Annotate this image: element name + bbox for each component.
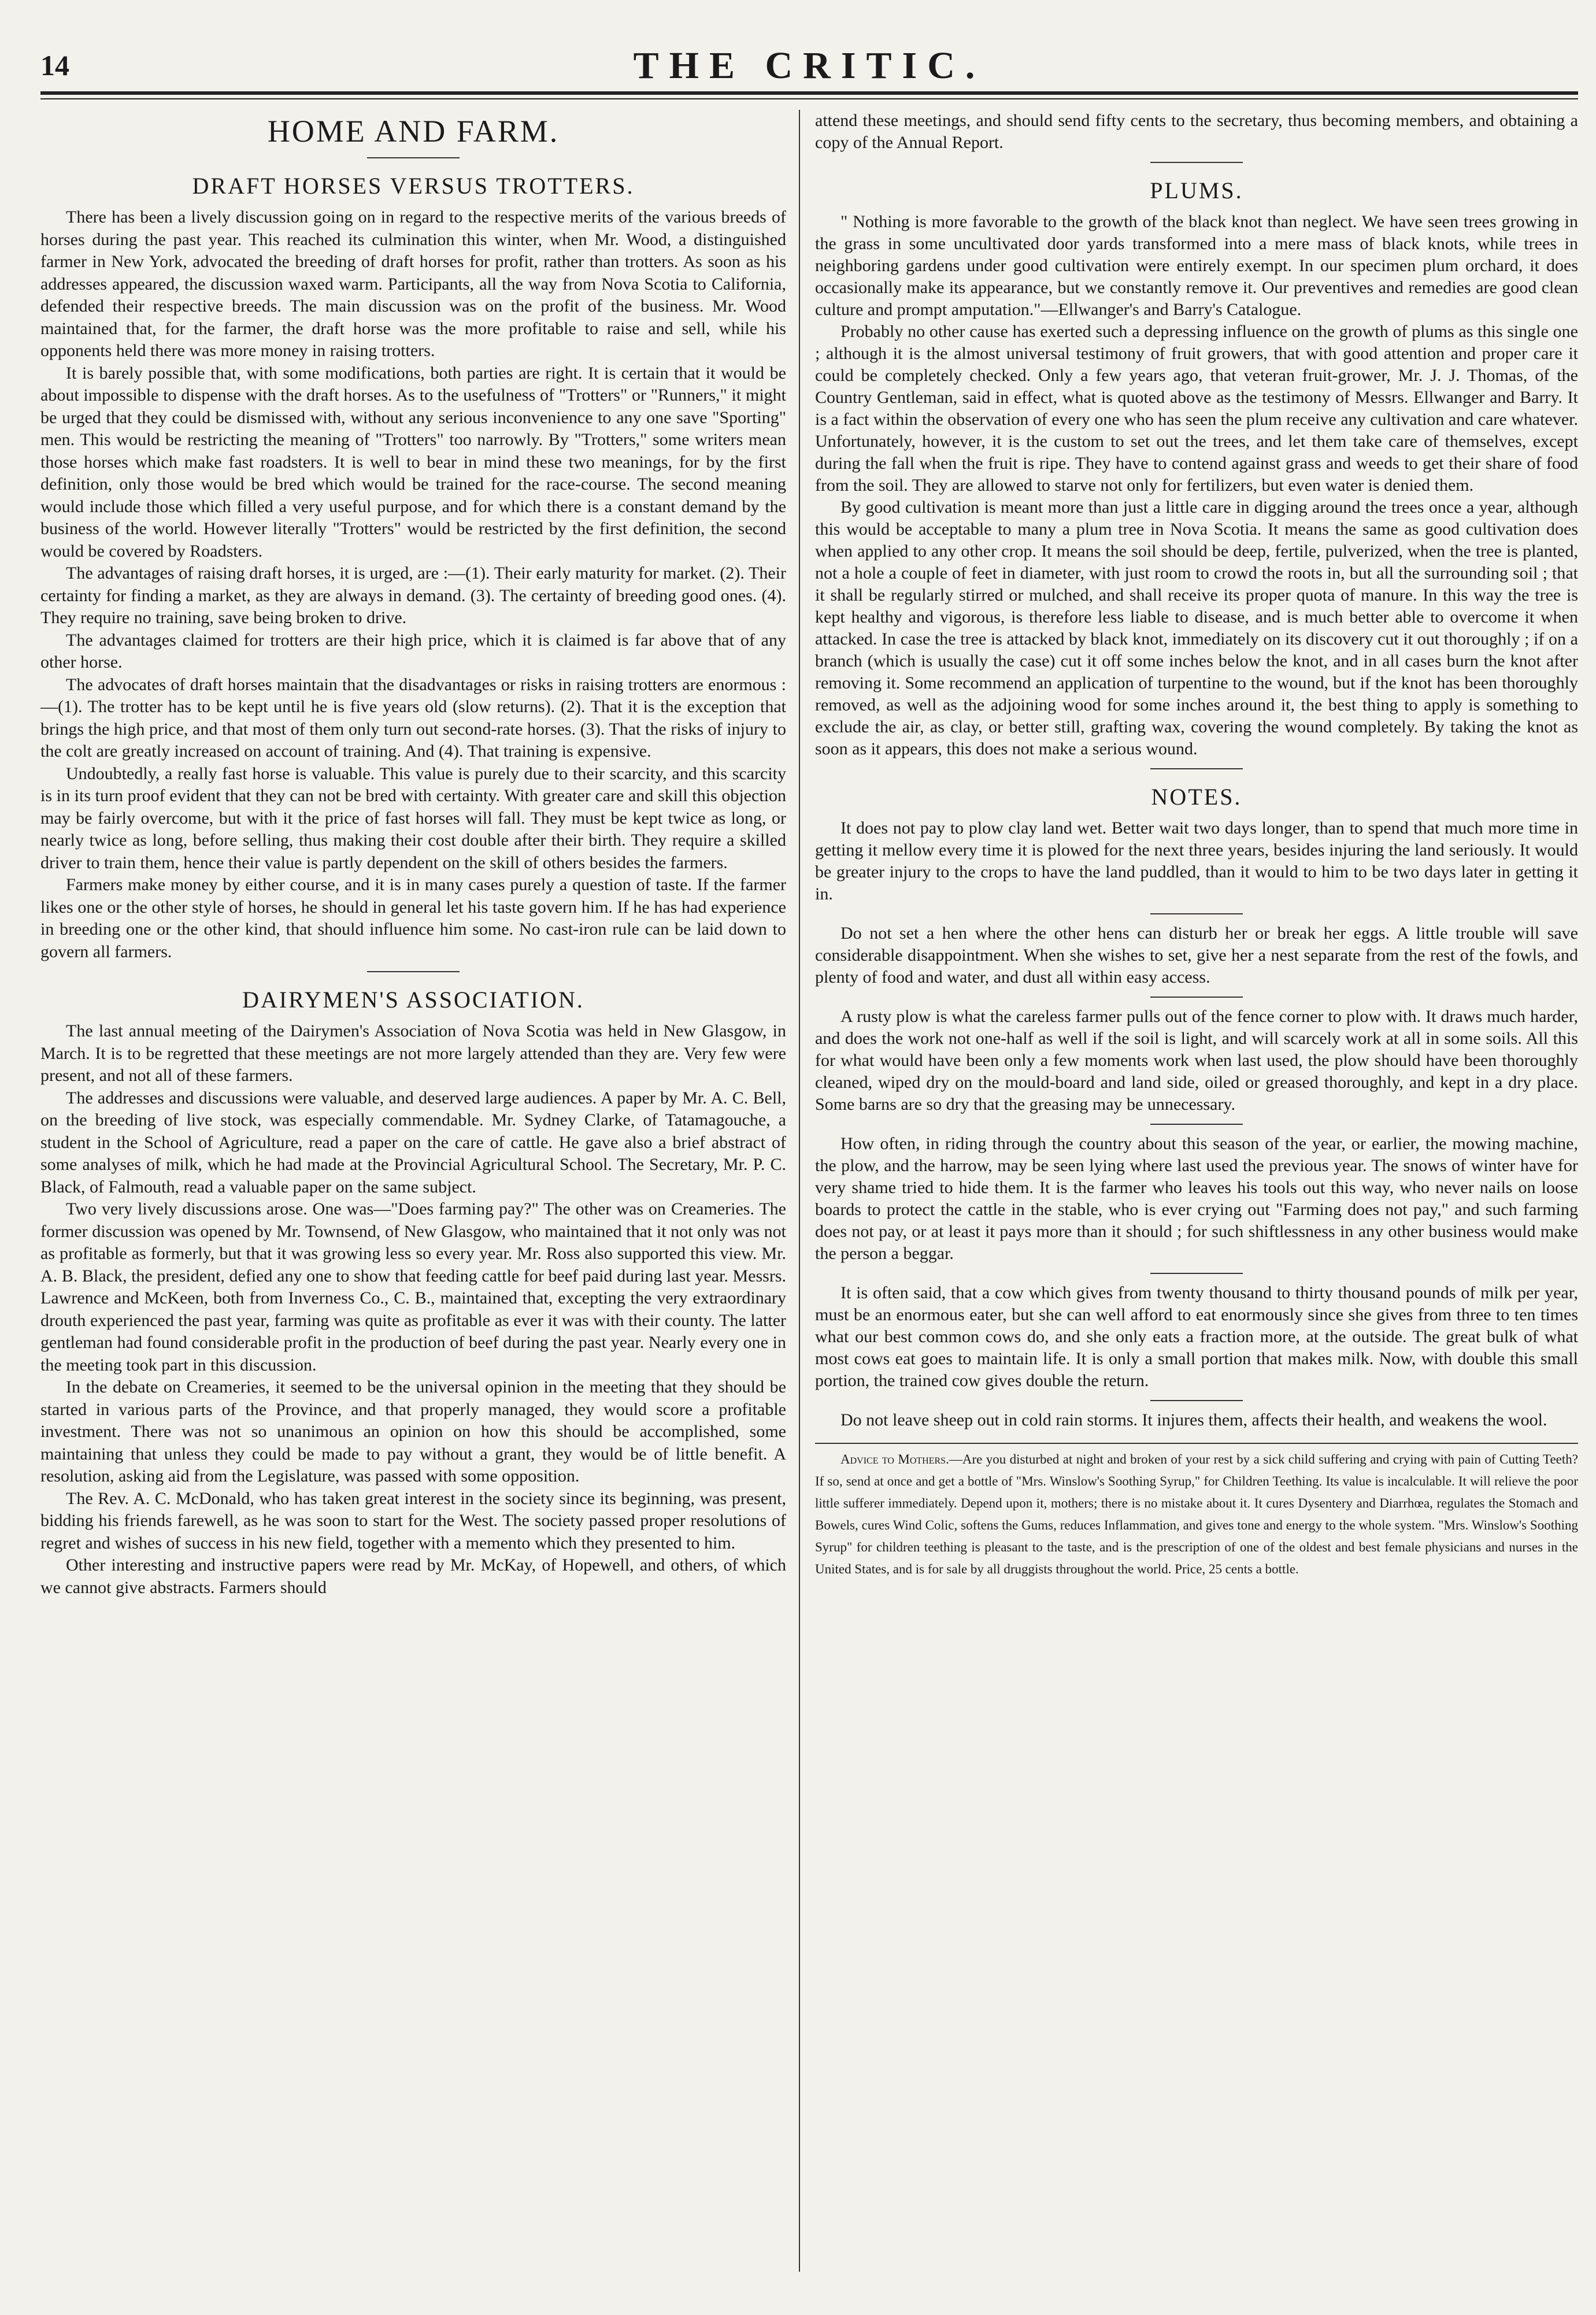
section-rule [367, 971, 460, 972]
section-rule [1150, 768, 1243, 769]
article-title-notes: NOTES. [1151, 784, 1242, 810]
article-paragraph: The advocates of draft horses maintain that the disadvantages or risks in raising trotters are enormous :—(1). The trotter has to be kept until he is five years old (slow returns). (2). That it is the exception that brings the high price, and that most of them only turn out second-rate horses. (3). That the risks of injury to the colt are greatly increased on account of training. And (4). That training is expensive. [40, 675, 786, 761]
section-title: HOME AND FARM. [267, 114, 560, 149]
right-column [815, 110, 1578, 2295]
left-column [40, 110, 786, 2295]
page-number: 14 [40, 49, 69, 82]
article-paragraph: The last annual meeting of the Dairymen's Association of Nova Scotia was held in New Glasgow, in March. It is to be regretted that these meetings are not more largely attended than they are. Very few were present, and not all of these farmers. [40, 1021, 786, 1085]
article-paragraph: Other interesting and instructive papers were read by Mr. McKay, of Hopewell, and others, of which we cannot give abstracts. Farmers should [40, 1555, 786, 1597]
note-paragraph: It does not pay to plow clay land wet. Better wait two days longer, than to spend that much more time in getting it mellow every time it is plowed for the next three years, besides injuring the land seriously. It would be greater injury to the crops to have the land puddled, than it would to him to be two days later in getting it in. [815, 818, 1578, 903]
article-paragraph: The advantages of raising draft horses, it is urged, are :—(1). Their early maturity for market. (2). Their certainty for finding a market, as they are always in demand. (3). The certainty of breeding good ones. (4). They require no training, save being broken to drive. [40, 564, 786, 627]
article-paragraph: Probably no other cause has exerted such a depressing influence on the growth of plums as this single one ; although it is the almost universal testimony of fruit growers, that with good attention and proper care it could be completely checked. Only a few years ago, that veteran fruit-grower, Mr. J. J. Thomas, of the Country Gentleman, said in effect, what is quoted above as the testimony of Messrs. Ellwanger and Barry. It is a fact within the observation of every one who has seen the plum receive any cultivation and care whatever. Unfortunately, however, it is the custom to set out the trees, and let them take care of themselves, except during the fall when the fruit is ripe. They have to contend against grass and weeds to get their share of food from the soil. They are allowed to starve not only for fertilizers, but even water is denied them. [815, 322, 1578, 495]
note-paragraph: It is often said, that a cow which gives from twenty thousand to thirty thousand pounds of milk per year, must be an enormous eater, but she can well afford to eat enormously since she gives from three to ten times what our best common cows do, and she only eats a fraction more, at the outside. The great bulk of what most cows eat goes to maintain life. It is only a small portion that makes milk. Now, with double this small portion, the trained cow gives double the return. [815, 1283, 1578, 1390]
article-paragraph: The advantages claimed for trotters are their high price, which it is claimed is far above that of any other horse. [40, 630, 786, 672]
article-paragraph: Two very lively discussions arose. One was—"Does farming pay?" The other was on Creameries. The former discussion was opened by Mr. Townsend, of New Glasgow, who maintained that it not only was not as profitable as formerly, but that it was growing less so every year. Mr. Ross also supported this view. Mr. A. B. Black, the president, defied any one to show that feeding cattle for beef paid during last year. Messrs. Lawrence and McKeen, both from Inverness Co., C. B., maintained that, excepting the very extraordinary drouth experienced the past year, farming was quite as profitable as ever it was with their county. The latter gentleman had found considerable profit in the production of beef during the past year. Nearly every one in the meeting took part in this discussion. [40, 1199, 786, 1375]
title-rule [367, 157, 460, 158]
advertisement-text: —Are you disturbed at night and broken of your rest by a sick child suffering and crying with pain of Cutting Teeth? If so, send at once and get a bottle of "Mrs. Winslow's Soothing Syrup," for Children Teething. Its value is incalculable. It will relieve the poor little sufferer immediately. Depend upon it, mothers; there is no mistake about it. It cures Dysentery and Diarrhœa, regulates the Stomach and Bowels, cures Wind Colic, softens the Gums, reduces Inflammation, and gives tone and energy to the whole system. "Mrs. Winslow's Soothing Syrup" for children teething is pleasant to the taste, and is the prescription of one of the oldest and best female physicians and nurses in the United States, and is for sale by all druggists throughout the world. Price, 25 cents a bottle. [815, 1452, 1578, 1576]
article-paragraph: The addresses and discussions were valuable, and deserved large audiences. A paper by Mr. A. C. Bell, on the breeding of live stock, was especially commendable. Mr. Sydney Clarke, of Tatamagouche, a student in the School of Agriculture, read a paper on the care of cattle. He gave also a brief abstract of some analyses of milk, which he had made at the Provincial Agricultural School. The Secretary, Mr. P. C. Black, of Falmouth, read a valuable paper on the same subject. [40, 1088, 786, 1197]
article-paragraph: The Rev. A. C. McDonald, who has taken great interest in the society since its beginning, was present, bidding his friends farewell, as he was soon to start for the West. The society passed proper resolutions of regret and wishes of success in his new field, together with a memento which they presented to him. [40, 1488, 786, 1553]
note-paragraph: Do not set a hen where the other hens can disturb her or break her eggs. A little trouble will save considerable disappointment. When she wishes to set, give her a nest separate from the rest of the fowls, and plenty of food and water, and dust all within easy access. [815, 924, 1578, 987]
article-paragraph: " Nothing is more favorable to the growth of the black knot than neglect. We have seen trees growing in the grass in some uncultivated door yards transformed into a mere mass of black knots, while trees in neighboring gardens under good cultivation were entirely exempt. In our specimen plum orchard, it does occasionally make its appearance, but we constantly remove it. Our preventives and remedies are good clean culture and prompt amputation."—Ellwanger's and Barry's Catalogue. [815, 212, 1578, 319]
note-rule [1150, 913, 1243, 914]
paper-title: THE CRITIC. [633, 45, 986, 87]
article-title-plums: PLUMS. [1150, 177, 1243, 203]
article-paragraph: There has been a lively discussion going on in regard to the respective merits of the various breeds of horses during the past year. This reached its culmination this winter, when Mr. Wood, a distinguished farmer in New York, advocated the breeding of draft horses for profit, rather than trotters. As soon as his addresses appeared, the discussion waxed warm. Participants, all the way from Nova Scotia to California, defended their respective breeds. The main discussion was on the profit of the business. Mr. Wood maintained that, for the farmer, the draft horse was the more profitable to raise and sell, while his opponents held there was more money in raising trotters. [40, 208, 786, 360]
note-rule [1150, 1273, 1243, 1274]
article-paragraph: Farmers make money by either course, and it is in many cases purely a question of taste. If the farmer likes one or the other style of horses, he should in general let his taste govern him. If he has had experience in breeding one or the other kind, that should influence him some. No cast-iron rule can be laid down to govern all farmers. [40, 875, 786, 961]
article-title-draft-horses: DRAFT HORSES VERSUS TROTTERS. [192, 173, 635, 199]
masthead-rule-heavy [40, 91, 1578, 95]
article-paragraph: By good cultivation is meant more than just a little care in digging around the trees once a year, although this would be acceptable to many a plum tree in Nova Scotia. It means the same as good cultivation does when applied to any other crop. It means the soil should be deep, fertile, pulverized, when the tree is planted, not a hole a couple of feet in diameter, with just room to crowd the roots in, but all the surrounding soil ; that it shall be regularly stirred or mulched, and shall receive its proper quota of manure. In this way the tree is kept healthy and vigorous, is therefore less liable to disease, and is much better able to overcome it when attacked. In case the tree is attacked by black knot, immediately on its discovery cut it out thoroughly ; if on a branch (which is usually the case) cut it off some inches below the knot, and in all cases burn the knot after removing it. Some recommend an application of turpentine to the wound, but if the knot has been thoroughly removed, as well as the adjoining wood for some inches around it, the best thing to apply is something to exclude the air, as clay, or better still, grafting wax, covering the wound completely. By taking the knot as soon as it appears, this does not make a serious wound. [815, 498, 1578, 758]
advertisement-label: Advice to Mothers. [840, 1452, 949, 1466]
masthead-rule-light [40, 98, 1578, 99]
article-paragraph: Undoubtedly, a really fast horse is valuable. This value is purely due to their scarcity, and this scarcity is in its turn proof evident that they can not be bred with certainty. With greater care and skill this objection may be fairly overcome, but with it the price of fast horses will fall. They must be kept twice as long, or nearly twice as long, before selling, thus making their cost double after their birth. They require a skilled driver to train them, hence their value is partly dependent on the skill of others besides the farmers. [40, 764, 786, 872]
note-paragraph: A rusty plow is what the careless farmer pulls out of the fence corner to plow with. It draws much harder, and does the work not one-half as well if the soil is light, and will scarcely work at all in some soils. All this for what would have been only a few moments work when last used, the plow should have been thoroughly cleaned, wiped dry on the mould-board and land side, oiled or greased thoroughly, and kept in a dry place. Some barns are so dry that the greasing may be unnecessary. [815, 1007, 1578, 1114]
masthead [40, 23, 1578, 92]
article-paragraph: It is barely possible that, with some modifications, both parties are right. It is certain that it would be about impossible to dispense with the draft horses. As to the usefulness of "Trotters" or "Runners," it might be urged that they could be dismissed with, without any serious inconvenience to any one save "Sporting" men. This would be restricting the meaning of "Trotters" too narrowly. By "Trotters," some writers mean those horses which make fast roadsters. It is well to bear in mind these two meanings, for by the first definition, only those would be bred which would be trained for the race-course. The second meaning would include those which filled a very useful purpose, and for which there is a constant demand by the business of the world. However literally "Trotters" would be restricted by the first definition, the second would be covered by Roadsters. [40, 363, 786, 561]
note-rule [1150, 1400, 1243, 1401]
newspaper-page [40, 23, 1578, 2295]
note-rule [1150, 997, 1243, 998]
column-divider [799, 110, 800, 2272]
note-rule [1150, 1124, 1243, 1125]
note-paragraph: How often, in riding through the country about this season of the year, or earlier, the mowing machine, the plow, and the harrow, may be seen lying where last used the previous year. The snows of winter have for very shame tried to hide them. It is the farmer who leaves his tools out this way, who never nails on loose boards to protect the cattle in the stable, who is ever crying out "Farming does not pay," and such farming does not pay, or at least it pays more than it should ; for such shiftlessness in any other business would make the person a beggar. [815, 1134, 1578, 1263]
continued-paragraph: attend these meetings, and should send fifty cents to the secretary, thus becoming members, and obtaining a copy of the Annual Report. [815, 111, 1578, 152]
section-rule [1150, 162, 1243, 163]
article-paragraph: In the debate on Creameries, it seemed to be the universal opinion in the meeting that they should be started in various parts of the Province, and that properly managed, they would score a profitable investment. There was not so unanimous an opinion on how this should be accomplished, some maintaining that unless they could be made to pay without a grant, they would be of little benefit. A resolution, asking aid from the Legislature, was passed with some opposition. [40, 1377, 786, 1486]
note-paragraph: Do not leave sheep out in cold rain storms. It injures them, affects their health, and weakens the wool. [840, 1410, 1547, 1429]
advertisement [815, 1443, 1578, 1580]
article-title-dairymen: DAIRYMEN'S ASSOCIATION. [242, 987, 584, 1013]
columns [40, 110, 1578, 2295]
